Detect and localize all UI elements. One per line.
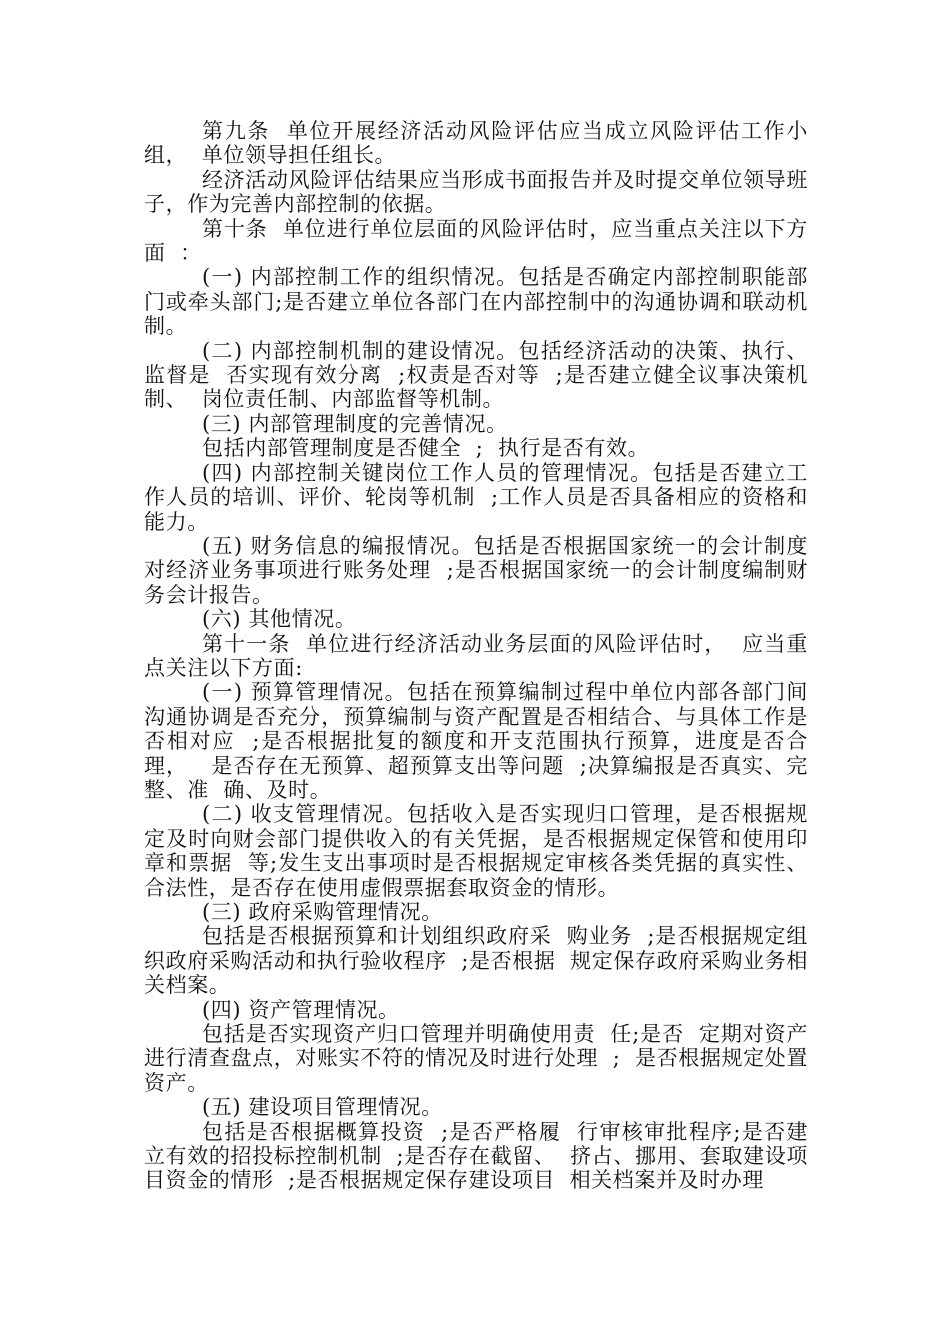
- article-10-paragraph: 第十条 单位进行单位层面的风险评估时，应当重点关注以下方面 ：: [144, 216, 808, 266]
- document-body: [144, 119, 823, 1193]
- unit-level-item-6: (六) 其他情况。: [202, 607, 357, 632]
- unit-level-item-5: (五) 财务信息的编报情况。包括是否根据国家统一的会计制度对经济业务事项进行账务处理 ;是否根据国家统一的会计制度编制财 务会计报告。: [144, 533, 823, 607]
- unit-level-item-3-detail: 包括内部管理制度是否健全 ; 执行是否有效。: [202, 436, 650, 461]
- business-level-item-2: (二) 收支管理情况。包括收入是否实现归口管理，是否根据规定及时向财会部门提供收入的有关凭据，是否根据规定保管和使用印 章和票据 等;发生支出事项时是否根据规定审核各类凭据的真实性、 合法性，是否存在使用虚假票据套取资金的情形。: [144, 802, 823, 900]
- risk-report-paragraph: 经济活动风险评估结果应当形成书面报告并及时提交单位领导班子，作为完善内部控制的依据。: [144, 167, 808, 217]
- business-level-item-3-detail: 包括是否根据预算和计划组织政府采 购业务 ;是否根据规定组织政府采购活动和执行验收程序 ;是否根据 规定保存政府采购业务相关档案。: [144, 924, 808, 998]
- unit-level-item-4: (四) 内部控制关键岗位工作人员的管理情况。包括是否建立工作人员的培训、评价、轮岗等机制 ;工作人员是否具备相应的资格和 能力。: [144, 460, 823, 534]
- business-level-item-5-detail: 包括是否根据概算投资 ;是否严格履 行审核审批程序;是否建立有效的招投标控制机制 ;是否存在截留、 挤占、挪用、套取建设项目资金的情形 ;是否根据规定保存建设项目 相关档案并及时办理: [144, 1119, 808, 1193]
- unit-level-item-1: (一) 内部控制工作的组织情况。包括是否确定内部控制职能部门或牵头部门;是否建立单位各部门在内部控制中的沟通协调和联动机制。: [144, 265, 808, 339]
- business-level-item-4-detail: 包括是否实现资产归口管理并明确使用责 任;是否 定期对资产进行清查盘点，对账实不符的情况及时进行处理 ; 是否根据规定处置资产。: [144, 1022, 808, 1095]
- business-level-item-5: (五) 建设项目管理情况。: [202, 1095, 443, 1120]
- unit-level-item-2: (二) 内部控制机制的建设情况。包括经济活动的决策、执行、监督是 否实现有效分离 ;权责是否对等 ;是否建立健全议事决策机制、 岗位责任制、内部监督等机制。: [144, 338, 808, 412]
- business-level-item-3: (三) 政府采购管理情况。: [202, 900, 443, 924]
- business-level-item-4: (四) 资产管理情况。: [202, 997, 400, 1022]
- article-11-paragraph: 第十一条 单位进行经济活动业务层面的风险评估时， 应当重点关注以下方面:: [144, 631, 808, 680]
- article-9-paragraph: 第九条 单位开展经济活动风险评估应当成立风险评估工作小组， 单位领导担任组长。: [144, 119, 808, 168]
- unit-level-item-3: (三) 内部管理制度的完善情况。: [202, 411, 508, 436]
- business-level-item-1: (一) 预算管理情况。包括在预算编制过程中单位内部各部门间沟通协调是否充分，预算编制与资产配置是否相结合、与具体工作是 否相对应 ;是否根据批复的额度和开支范围执行预算，进度是否合理， 是否存在无预算、超预算支出等问题 ;决算编报是否真实、完整、准 确、及时。: [144, 680, 823, 802]
